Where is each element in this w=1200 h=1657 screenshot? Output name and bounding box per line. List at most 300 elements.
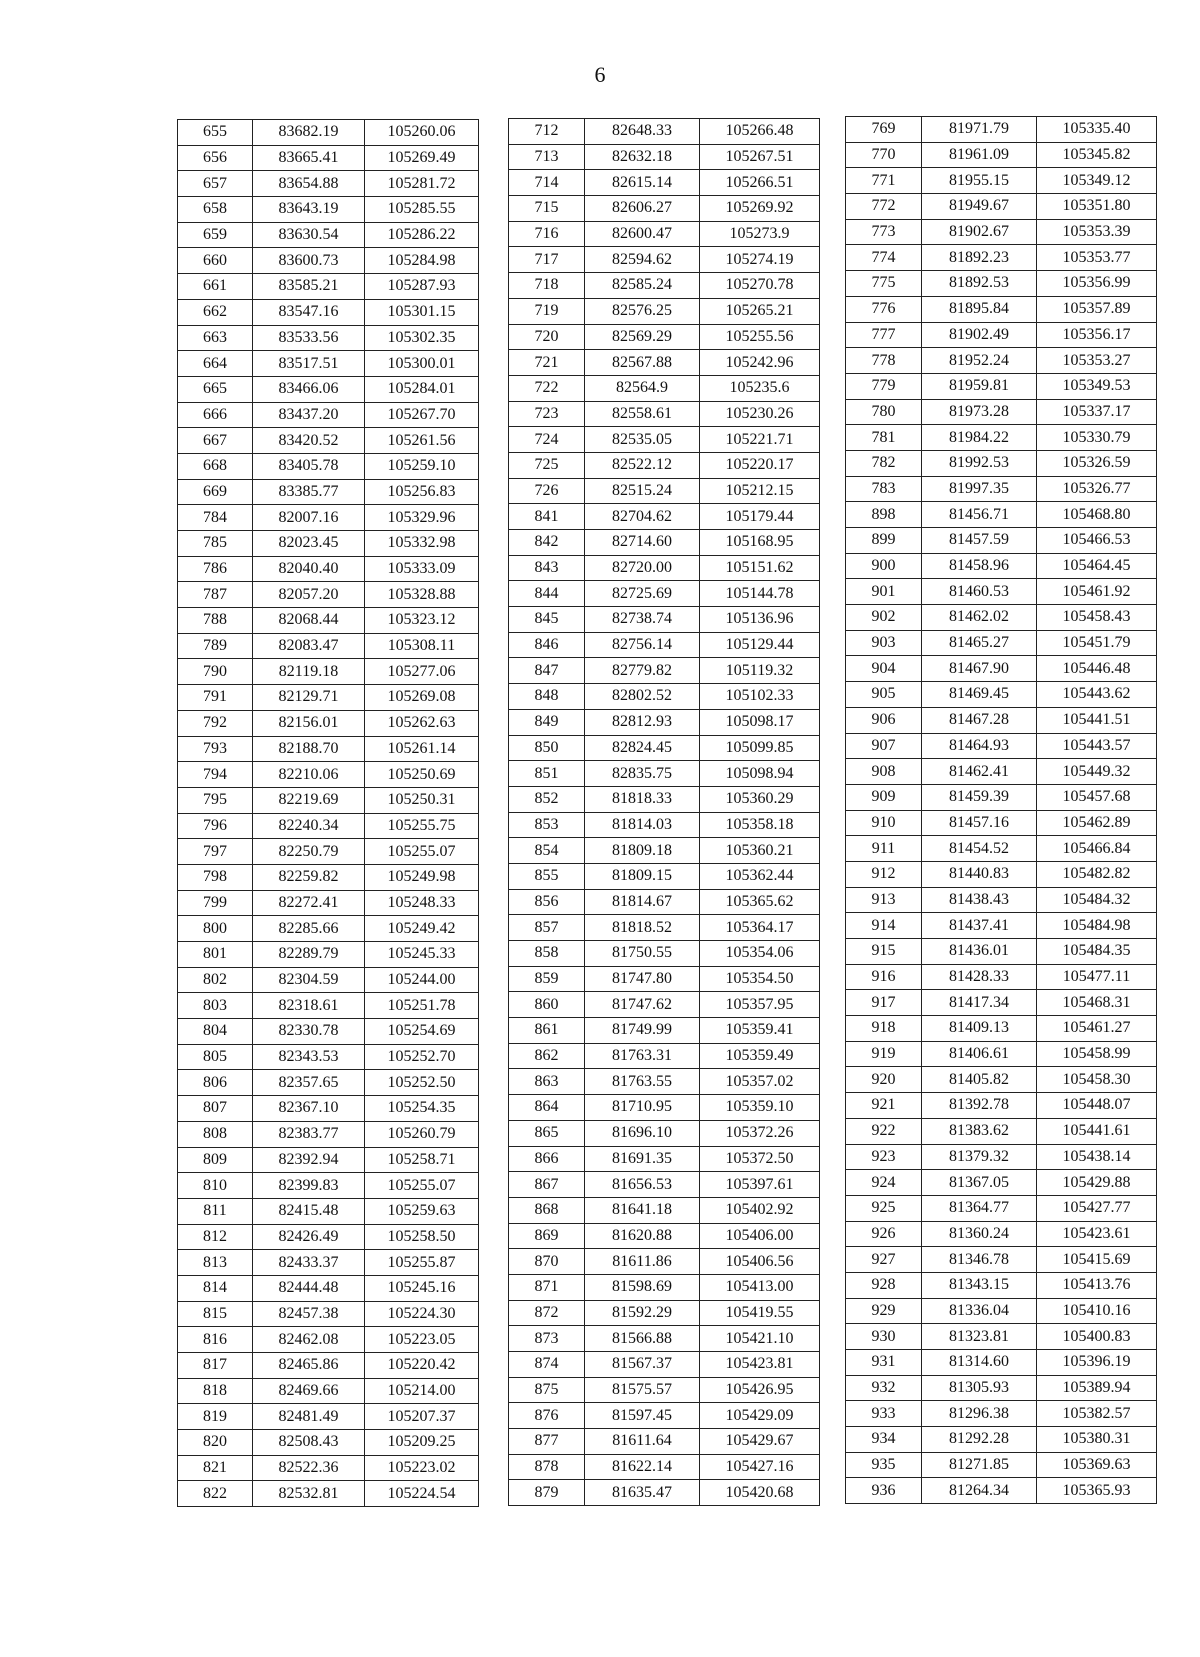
y-coordinate-cell: 105396.19: [1037, 1350, 1157, 1376]
y-coordinate-cell: 105326.59: [1037, 450, 1157, 476]
y-coordinate-cell: 105461.27: [1037, 1016, 1157, 1042]
table-row: [846, 1247, 1157, 1273]
y-coordinate-cell: 105397.61: [700, 1172, 820, 1198]
x-coordinate-cell: 81961.09: [922, 142, 1037, 168]
x-coordinate-cell: 82585.24: [585, 273, 700, 299]
table-row: [846, 1195, 1157, 1221]
y-coordinate-cell: 105212.15: [700, 478, 820, 504]
table-row: [846, 168, 1157, 194]
table-row: [846, 528, 1157, 554]
table-row: [178, 1096, 479, 1122]
table-row: [846, 1041, 1157, 1067]
y-coordinate-cell: 105349.53: [1037, 373, 1157, 399]
x-coordinate-cell: 82357.65: [253, 1070, 365, 1096]
y-coordinate-cell: 105354.06: [700, 941, 820, 967]
point-number-cell: 877: [509, 1429, 585, 1455]
x-coordinate-cell: 81992.53: [922, 450, 1037, 476]
x-coordinate-cell: 81892.53: [922, 271, 1037, 297]
y-coordinate-cell: 105484.98: [1037, 913, 1157, 939]
y-coordinate-cell: 105266.51: [700, 170, 820, 196]
y-coordinate-cell: 105345.82: [1037, 142, 1157, 168]
point-number-cell: 793: [178, 736, 253, 762]
table-row: [178, 453, 479, 479]
y-coordinate-cell: 105214.00: [365, 1378, 479, 1404]
x-coordinate-cell: 81611.64: [585, 1429, 700, 1455]
point-number-cell: 906: [846, 707, 922, 733]
table-row: [846, 656, 1157, 682]
x-coordinate-cell: 81809.18: [585, 838, 700, 864]
x-coordinate-cell: 82040.40: [253, 556, 365, 582]
y-coordinate-cell: 105380.31: [1037, 1427, 1157, 1453]
y-coordinate-cell: 105337.17: [1037, 399, 1157, 425]
table-row: [509, 992, 820, 1018]
table-row: [178, 1250, 479, 1276]
x-coordinate-cell: 81458.96: [922, 553, 1037, 579]
x-coordinate-cell: 82600.47: [585, 221, 700, 247]
table-row: [509, 221, 820, 247]
point-number-cell: 920: [846, 1067, 922, 1093]
table-row: [178, 1044, 479, 1070]
point-number-cell: 844: [509, 581, 585, 607]
y-coordinate-cell: 105308.11: [365, 633, 479, 659]
point-number-cell: 719: [509, 298, 585, 324]
y-coordinate-cell: 105360.29: [700, 786, 820, 812]
y-coordinate-cell: 105419.55: [700, 1300, 820, 1326]
x-coordinate-cell: 81467.90: [922, 656, 1037, 682]
table-row: [846, 194, 1157, 220]
point-number-cell: 901: [846, 579, 922, 605]
x-coordinate-cell: 82725.69: [585, 581, 700, 607]
point-number-cell: 776: [846, 296, 922, 322]
x-coordinate-cell: 82188.70: [253, 736, 365, 762]
x-coordinate-cell: 81763.31: [585, 1043, 700, 1069]
table-row: [178, 197, 479, 223]
table-row: [846, 1350, 1157, 1376]
table-row: [509, 1095, 820, 1121]
point-number-cell: 817: [178, 1353, 253, 1379]
y-coordinate-cell: 105354.50: [700, 966, 820, 992]
y-coordinate-cell: 105300.01: [365, 351, 479, 377]
x-coordinate-cell: 81814.67: [585, 889, 700, 915]
point-number-cell: 812: [178, 1224, 253, 1250]
table-row: [178, 1224, 479, 1250]
x-coordinate-cell: 82522.12: [585, 452, 700, 478]
point-number-cell: 792: [178, 710, 253, 736]
point-number-cell: 854: [509, 838, 585, 864]
table-row: [846, 887, 1157, 913]
table-row: [846, 810, 1157, 836]
x-coordinate-cell: 82564.9: [585, 375, 700, 401]
y-coordinate-cell: 105360.21: [700, 838, 820, 864]
y-coordinate-cell: 105273.9: [700, 221, 820, 247]
point-number-cell: 909: [846, 784, 922, 810]
table-row: [509, 273, 820, 299]
y-coordinate-cell: 105286.22: [365, 222, 479, 248]
table-row: [178, 864, 479, 890]
table-row: [509, 863, 820, 889]
x-coordinate-cell: 81323.81: [922, 1324, 1037, 1350]
x-coordinate-cell: 81747.80: [585, 966, 700, 992]
point-number-cell: 721: [509, 350, 585, 376]
y-coordinate-cell: 105302.35: [365, 325, 479, 351]
point-number-cell: 846: [509, 632, 585, 658]
x-coordinate-cell: 83654.88: [253, 171, 365, 197]
x-coordinate-cell: 81436.01: [922, 939, 1037, 965]
table-row: [509, 941, 820, 967]
x-coordinate-cell: 81984.22: [922, 425, 1037, 451]
y-coordinate-cell: 105448.07: [1037, 1093, 1157, 1119]
point-number-cell: 924: [846, 1170, 922, 1196]
table-row: [846, 142, 1157, 168]
x-coordinate-cell: 82285.66: [253, 916, 365, 942]
table-row: [509, 1377, 820, 1403]
y-coordinate-cell: 105251.78: [365, 993, 479, 1019]
x-coordinate-cell: 82259.82: [253, 864, 365, 890]
point-number-cell: 921: [846, 1093, 922, 1119]
table-row: [846, 271, 1157, 297]
point-number-cell: 802: [178, 967, 253, 993]
table-row: [846, 630, 1157, 656]
point-number-cell: 771: [846, 168, 922, 194]
x-coordinate-cell: 82469.66: [253, 1378, 365, 1404]
y-coordinate-cell: 105151.62: [700, 555, 820, 581]
point-number-cell: 717: [509, 247, 585, 273]
x-coordinate-cell: 82835.75: [585, 761, 700, 787]
point-number-cell: 772: [846, 194, 922, 220]
y-coordinate-cell: 105423.61: [1037, 1221, 1157, 1247]
x-coordinate-cell: 82330.78: [253, 1019, 365, 1045]
x-coordinate-cell: 81567.37: [585, 1352, 700, 1378]
point-number-cell: 780: [846, 399, 922, 425]
x-coordinate-cell: 81620.88: [585, 1223, 700, 1249]
point-number-cell: 800: [178, 916, 253, 942]
table-row: [509, 1172, 820, 1198]
x-coordinate-cell: 83533.56: [253, 325, 365, 351]
y-coordinate-cell: 105144.78: [700, 581, 820, 607]
y-coordinate-cell: 105356.17: [1037, 322, 1157, 348]
table-row: [509, 1043, 820, 1069]
table-row: [509, 196, 820, 222]
point-number-cell: 805: [178, 1044, 253, 1070]
point-number-cell: 662: [178, 299, 253, 325]
point-number-cell: 842: [509, 530, 585, 556]
table-row: [509, 966, 820, 992]
y-coordinate-cell: 105406.00: [700, 1223, 820, 1249]
x-coordinate-cell: 81457.16: [922, 810, 1037, 836]
x-coordinate-cell: 81749.99: [585, 1018, 700, 1044]
table-row: [846, 990, 1157, 1016]
y-coordinate-cell: 105426.95: [700, 1377, 820, 1403]
table-row: [509, 581, 820, 607]
x-coordinate-cell: 83466.06: [253, 376, 365, 402]
point-number-cell: 863: [509, 1069, 585, 1095]
point-number-cell: 790: [178, 659, 253, 685]
point-number-cell: 869: [509, 1223, 585, 1249]
x-coordinate-cell: 81641.18: [585, 1197, 700, 1223]
y-coordinate-cell: 105267.70: [365, 402, 479, 428]
point-number-cell: 807: [178, 1096, 253, 1122]
y-coordinate-cell: 105441.61: [1037, 1118, 1157, 1144]
point-number-cell: 927: [846, 1247, 922, 1273]
y-coordinate-cell: 105220.17: [700, 452, 820, 478]
y-coordinate-cell: 105438.14: [1037, 1144, 1157, 1170]
table-row: [178, 787, 479, 813]
x-coordinate-cell: 82779.82: [585, 658, 700, 684]
x-coordinate-cell: 82415.48: [253, 1198, 365, 1224]
table-row: [846, 1221, 1157, 1247]
point-number-cell: 723: [509, 401, 585, 427]
point-number-cell: 815: [178, 1301, 253, 1327]
table-row: [846, 502, 1157, 528]
table-row: [509, 1249, 820, 1275]
y-coordinate-cell: 105427.16: [700, 1454, 820, 1480]
x-coordinate-cell: 83437.20: [253, 402, 365, 428]
point-number-cell: 813: [178, 1250, 253, 1276]
point-number-cell: 660: [178, 248, 253, 274]
point-number-cell: 666: [178, 402, 253, 428]
x-coordinate-cell: 81973.28: [922, 399, 1037, 425]
table-row: [846, 348, 1157, 374]
x-coordinate-cell: 81691.35: [585, 1146, 700, 1172]
x-coordinate-cell: 81392.78: [922, 1093, 1037, 1119]
table-row: [846, 322, 1157, 348]
x-coordinate-cell: 81710.95: [585, 1095, 700, 1121]
y-coordinate-cell: 105402.92: [700, 1197, 820, 1223]
x-coordinate-cell: 82632.18: [585, 144, 700, 170]
y-coordinate-cell: 105468.31: [1037, 990, 1157, 1016]
x-coordinate-cell: 82515.24: [585, 478, 700, 504]
point-number-cell: 769: [846, 117, 922, 143]
x-coordinate-cell: 81296.38: [922, 1401, 1037, 1427]
y-coordinate-cell: 105464.45: [1037, 553, 1157, 579]
y-coordinate-cell: 105277.06: [365, 659, 479, 685]
y-coordinate-cell: 105244.00: [365, 967, 479, 993]
table-row: [846, 425, 1157, 451]
x-coordinate-cell: 83643.19: [253, 197, 365, 223]
table-row: [846, 861, 1157, 887]
table-row: [509, 735, 820, 761]
x-coordinate-cell: 81367.05: [922, 1170, 1037, 1196]
table-row: [509, 889, 820, 915]
point-number-cell: 655: [178, 120, 253, 146]
y-coordinate-cell: 105258.71: [365, 1147, 479, 1173]
table-row: [178, 659, 479, 685]
table-row: [509, 170, 820, 196]
point-number-cell: 865: [509, 1120, 585, 1146]
table-row: [509, 144, 820, 170]
x-coordinate-cell: 82068.44: [253, 608, 365, 634]
y-coordinate-cell: 105209.25: [365, 1430, 479, 1456]
point-number-cell: 777: [846, 322, 922, 348]
y-coordinate-cell: 105254.35: [365, 1096, 479, 1122]
point-number-cell: 786: [178, 556, 253, 582]
y-coordinate-cell: 105285.55: [365, 197, 479, 223]
coordinate-table-3: [845, 116, 1157, 1504]
x-coordinate-cell: 81814.03: [585, 812, 700, 838]
point-number-cell: 912: [846, 861, 922, 887]
table-row: [178, 505, 479, 531]
x-coordinate-cell: 81383.62: [922, 1118, 1037, 1144]
y-coordinate-cell: 105266.48: [700, 119, 820, 145]
point-number-cell: 857: [509, 915, 585, 941]
y-coordinate-cell: 105284.01: [365, 376, 479, 402]
table-row: [509, 761, 820, 787]
y-coordinate-cell: 105457.68: [1037, 784, 1157, 810]
table-row: [509, 684, 820, 710]
point-number-cell: 791: [178, 685, 253, 711]
table-row: [509, 658, 820, 684]
point-number-cell: 821: [178, 1455, 253, 1481]
point-number-cell: 668: [178, 453, 253, 479]
y-coordinate-cell: 105256.83: [365, 479, 479, 505]
point-number-cell: 667: [178, 428, 253, 454]
y-coordinate-cell: 105382.57: [1037, 1401, 1157, 1427]
y-coordinate-cell: 105255.07: [365, 1173, 479, 1199]
table-row: [178, 1327, 479, 1353]
y-coordinate-cell: 105330.79: [1037, 425, 1157, 451]
table-row: [178, 1378, 479, 1404]
table-row: [846, 913, 1157, 939]
table-row: [846, 219, 1157, 245]
y-coordinate-cell: 105357.95: [700, 992, 820, 1018]
point-number-cell: 914: [846, 913, 922, 939]
x-coordinate-cell: 82648.33: [585, 119, 700, 145]
point-number-cell: 918: [846, 1016, 922, 1042]
point-number-cell: 804: [178, 1019, 253, 1045]
point-number-cell: 779: [846, 373, 922, 399]
point-number-cell: 820: [178, 1430, 253, 1456]
y-coordinate-cell: 105136.96: [700, 607, 820, 633]
y-coordinate-cell: 105357.02: [700, 1069, 820, 1095]
x-coordinate-cell: 81409.13: [922, 1016, 1037, 1042]
y-coordinate-cell: 105353.77: [1037, 245, 1157, 271]
point-number-cell: 847: [509, 658, 585, 684]
y-coordinate-cell: 105446.48: [1037, 656, 1157, 682]
table-row: [846, 373, 1157, 399]
x-coordinate-cell: 82083.47: [253, 633, 365, 659]
table-row: [178, 479, 479, 505]
coordinate-table-2: [508, 118, 820, 1506]
x-coordinate-cell: 82057.20: [253, 582, 365, 608]
table-row: [178, 120, 479, 146]
y-coordinate-cell: 105349.12: [1037, 168, 1157, 194]
table-row: [509, 632, 820, 658]
y-coordinate-cell: 105466.84: [1037, 836, 1157, 862]
table-row: [509, 1403, 820, 1429]
point-number-cell: 910: [846, 810, 922, 836]
point-number-cell: 872: [509, 1300, 585, 1326]
point-number-cell: 923: [846, 1144, 922, 1170]
point-number-cell: 801: [178, 942, 253, 968]
x-coordinate-cell: 81459.39: [922, 784, 1037, 810]
table-row: [509, 350, 820, 376]
table-row: [846, 399, 1157, 425]
table-row: [509, 324, 820, 350]
table-row: [509, 709, 820, 735]
point-number-cell: 796: [178, 813, 253, 839]
point-number-cell: 794: [178, 762, 253, 788]
y-coordinate-cell: 105364.17: [700, 915, 820, 941]
y-coordinate-cell: 105353.27: [1037, 348, 1157, 374]
point-number-cell: 925: [846, 1195, 922, 1221]
x-coordinate-cell: 81462.02: [922, 605, 1037, 631]
y-coordinate-cell: 105443.57: [1037, 733, 1157, 759]
table-row: [509, 1352, 820, 1378]
table-row: [509, 1197, 820, 1223]
point-number-cell: 931: [846, 1350, 922, 1376]
table-row: [178, 1121, 479, 1147]
x-coordinate-cell: 82272.41: [253, 890, 365, 916]
point-number-cell: 785: [178, 531, 253, 557]
y-coordinate-cell: 105477.11: [1037, 964, 1157, 990]
x-coordinate-cell: 81343.15: [922, 1272, 1037, 1298]
table-row: [178, 222, 479, 248]
x-coordinate-cell: 82462.08: [253, 1327, 365, 1353]
point-number-cell: 862: [509, 1043, 585, 1069]
table-row: [509, 247, 820, 273]
table-row: [846, 605, 1157, 631]
x-coordinate-cell: 81696.10: [585, 1120, 700, 1146]
point-number-cell: 932: [846, 1375, 922, 1401]
x-coordinate-cell: 81405.82: [922, 1067, 1037, 1093]
x-coordinate-cell: 81336.04: [922, 1298, 1037, 1324]
table-row: [178, 1173, 479, 1199]
x-coordinate-cell: 81346.78: [922, 1247, 1037, 1273]
x-coordinate-cell: 82802.52: [585, 684, 700, 710]
table-row: [509, 530, 820, 556]
x-coordinate-cell: 82481.49: [253, 1404, 365, 1430]
y-coordinate-cell: 105365.62: [700, 889, 820, 915]
point-number-cell: 928: [846, 1272, 922, 1298]
x-coordinate-cell: 81454.52: [922, 836, 1037, 862]
table-row: [846, 784, 1157, 810]
point-number-cell: 775: [846, 271, 922, 297]
x-coordinate-cell: 81656.53: [585, 1172, 700, 1198]
y-coordinate-cell: 105326.77: [1037, 476, 1157, 502]
y-coordinate-cell: 105458.30: [1037, 1067, 1157, 1093]
table-row: [178, 890, 479, 916]
y-coordinate-cell: 105413.76: [1037, 1272, 1157, 1298]
point-number-cell: 898: [846, 502, 922, 528]
y-coordinate-cell: 105369.63: [1037, 1452, 1157, 1478]
point-number-cell: 789: [178, 633, 253, 659]
point-number-cell: 900: [846, 553, 922, 579]
y-coordinate-cell: 105357.89: [1037, 296, 1157, 322]
x-coordinate-cell: 81417.34: [922, 990, 1037, 1016]
y-coordinate-cell: 105482.82: [1037, 861, 1157, 887]
point-number-cell: 661: [178, 274, 253, 300]
x-coordinate-cell: 82444.48: [253, 1275, 365, 1301]
x-coordinate-cell: 81892.23: [922, 245, 1037, 271]
x-coordinate-cell: 82532.81: [253, 1481, 365, 1507]
x-coordinate-cell: 81364.77: [922, 1195, 1037, 1221]
y-coordinate-cell: 105269.49: [365, 145, 479, 171]
y-coordinate-cell: 105250.31: [365, 787, 479, 813]
point-number-cell: 913: [846, 887, 922, 913]
point-number-cell: 934: [846, 1427, 922, 1453]
y-coordinate-cell: 105332.98: [365, 531, 479, 557]
x-coordinate-cell: 83665.41: [253, 145, 365, 171]
table-row: [846, 553, 1157, 579]
point-number-cell: 871: [509, 1274, 585, 1300]
table-row: [509, 607, 820, 633]
x-coordinate-cell: 81809.15: [585, 863, 700, 889]
point-number-cell: 864: [509, 1095, 585, 1121]
x-coordinate-cell: 83517.51: [253, 351, 365, 377]
table-row: [178, 608, 479, 634]
table-row: [846, 1375, 1157, 1401]
y-coordinate-cell: 105129.44: [700, 632, 820, 658]
